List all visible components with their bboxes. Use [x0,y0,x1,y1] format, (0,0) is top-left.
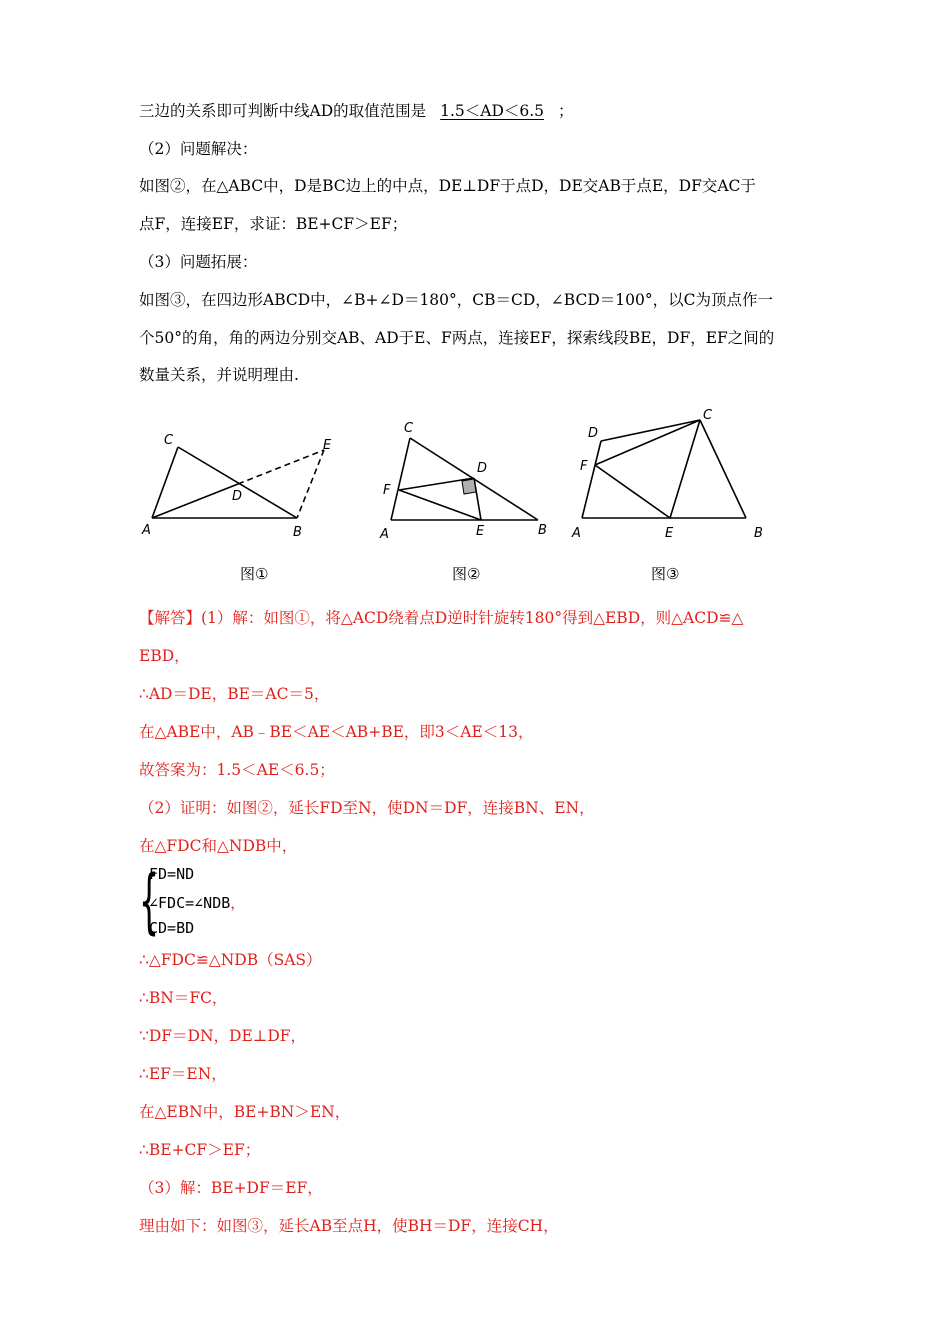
fig1-segment-de [238,450,324,484]
part3-text-2: 个50°的角，角的两边分别交AB、AD于E、F两点，连接EF，探索线段BE，DF，EF之间的 [139,329,775,347]
solution-line-1: 【解答】(1）解：如图①，将△ACD绕着点D逆时针旋转180°得到△EBD，则△ACD≌△ [139,609,744,627]
part2-heading: （2）问题解决： [139,140,258,158]
fig3-caption: 图③ [651,565,680,583]
fig3-label-e: E [665,526,674,541]
answer-blank: 1.5＜AD＜6.5 [440,102,545,120]
fig3-label-c: C [703,408,713,423]
part2-text-2: 点F，连接EF，求证：BE+CF＞EF； [139,215,408,233]
fig1-label-c: C [164,433,174,448]
fig2-label-b: B [538,523,547,538]
fig1-label-b: B [293,525,302,540]
figure-3 [565,402,775,547]
fig2-label-f: F [383,483,391,498]
part3-text-1: 如图③，在四边形ABCD中，∠B+∠D＝180°，CB＝CD，∠BCD＝100°，以C为顶点作一 [139,291,773,309]
fig3-segment-cd [601,420,700,441]
condition-comma: ， [230,894,246,912]
left-brace: { [139,860,160,942]
problem-line-1-prefix: 三边的关系即可判断中线AD的取值范围是 [139,102,427,120]
solution-line-5: 故答案为：1.5＜AE＜6.5； [139,761,335,779]
figure-2 [375,415,555,545]
fig3-label-f: F [580,459,588,474]
problem-line-1-suffix: ； [558,102,574,120]
fig1-segment-cb [178,447,297,518]
fig1-segment-eb [297,450,324,518]
fig1-caption: 图① [240,565,269,583]
condition-2-text: ∠FDC=∠NDB [149,894,231,912]
fig3-label-d: D [588,426,599,441]
fig2-label-e: E [476,524,485,539]
solution-line-11: ∴EF＝EN， [139,1065,227,1083]
fig1-label-d: D [232,489,243,504]
fig3-segment-ce [670,420,700,518]
part3-heading: （3）问题拓展： [139,253,258,271]
condition-3: CD=BD [149,919,195,937]
part3-text-3: 数量关系，并说明理由. [139,366,299,384]
solution-line-10: ∵DF＝DN，DE⊥DF， [139,1027,307,1045]
fig3-segment-cf [595,420,700,465]
fig2-label-a: A [380,527,389,542]
fig3-segment-fe [595,465,670,518]
solution-line-15: 理由如下：如图③，延长AB至点H，使BH＝DF，连接CH， [139,1217,559,1235]
solution-line-7: 在△FDC和△NDB中， [139,837,298,855]
fig3-label-b: B [754,526,763,541]
solution-line-4: 在△ABE中，AB﹣BE＜AE＜AB+BE，即3＜AE＜13， [139,723,534,741]
solution-line-12: 在△EBN中，BE+BN＞EN， [139,1103,351,1121]
fig2-segment-fe [399,490,481,520]
fig2-caption: 图② [452,565,481,583]
condition-1: FD=ND [149,865,195,883]
condition-2 [149,892,245,913]
fig1-label-e: E [323,438,332,453]
fig2-right-angle-mark [462,479,476,494]
fig3-segment-da [582,441,601,518]
fig3-label-a: A [572,526,581,541]
fig2-label-d: D [477,461,488,476]
fig1-label-a: A [142,523,151,538]
solution-line-9: ∴BN＝FC， [139,989,228,1007]
solution-line-14: （3）解：BE+DF＝EF， [139,1179,323,1197]
figure-1 [135,420,350,545]
fig2-segment-ac [391,438,410,520]
congruence-conditions [139,860,299,942]
solution-line-3: ∴AD＝DE，BE＝AC＝5， [139,685,330,703]
solution-line-13: ∴BE+CF＞EF； [139,1141,261,1159]
part2-text-1: 如图②，在△ABC中，D是BC边上的中点，DE⊥DF于点D，DE交AB于点E，DF交AC于 [139,177,756,195]
solution-line-8: ∴△FDC≌△NDB（SAS） [139,951,322,969]
problem-line-1 [139,100,574,122]
solution-line-6: （2）证明：如图②，延长FD至N，使DN＝DF，连接BN、EN， [139,799,595,817]
fig1-segment-ac [152,447,178,518]
fig1-segment-ad [152,484,238,518]
fig2-label-c: C [404,421,414,436]
fig3-segment-bc [700,420,746,518]
solution-line-2: EBD， [139,647,190,665]
